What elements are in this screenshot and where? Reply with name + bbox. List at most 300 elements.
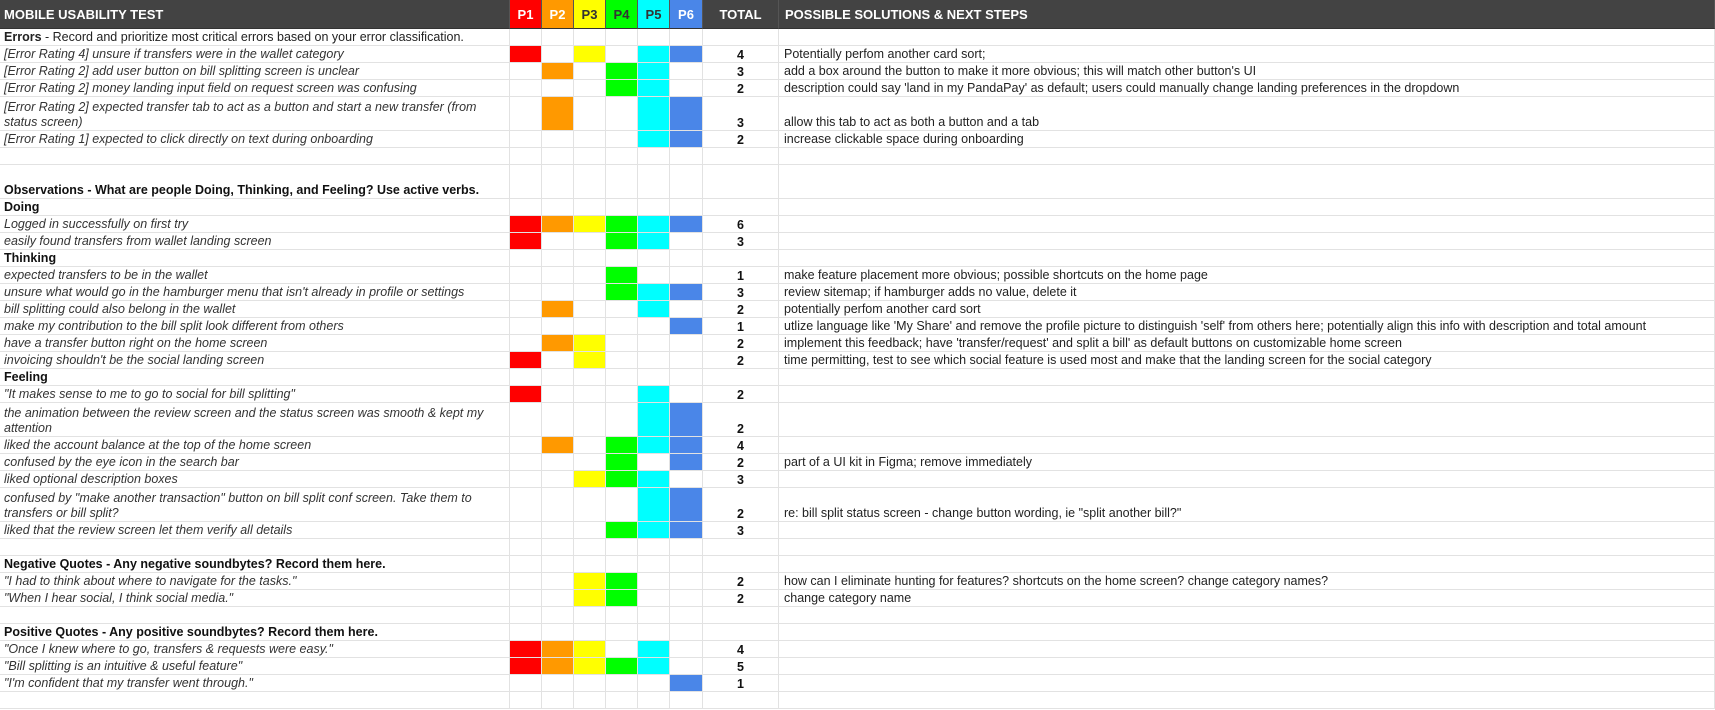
p1-cell[interactable]	[510, 522, 542, 539]
p2-cell[interactable]	[542, 250, 574, 267]
p1-cell[interactable]	[510, 250, 542, 267]
row-label-cell[interactable]	[0, 369, 510, 386]
row-label-cell[interactable]	[0, 607, 510, 624]
p6-cell[interactable]	[670, 216, 703, 233]
p4-cell[interactable]	[606, 250, 638, 267]
p4-cell[interactable]	[606, 216, 638, 233]
row-label-cell[interactable]	[0, 675, 510, 692]
p4-cell[interactable]	[606, 471, 638, 488]
p2-cell[interactable]	[542, 607, 574, 624]
p3-cell[interactable]	[574, 369, 606, 386]
p1-cell[interactable]	[510, 675, 542, 692]
p6-cell[interactable]	[670, 641, 703, 658]
p1-cell[interactable]	[510, 148, 542, 165]
p2-cell[interactable]	[542, 318, 574, 335]
p2-cell[interactable]	[542, 46, 574, 63]
solution-cell[interactable]	[779, 692, 1715, 709]
p3-cell[interactable]	[574, 522, 606, 539]
p2-cell[interactable]	[542, 624, 574, 641]
p4-cell[interactable]	[606, 624, 638, 641]
p5-cell[interactable]	[638, 369, 670, 386]
row-label-cell[interactable]	[0, 335, 510, 352]
p2-cell[interactable]	[542, 131, 574, 148]
solution-cell[interactable]: part of a UI kit in Figma; remove immediately	[779, 454, 1715, 471]
p5-cell[interactable]	[638, 97, 670, 131]
solution-cell[interactable]	[779, 675, 1715, 692]
p4-cell[interactable]	[606, 301, 638, 318]
total-cell[interactable]	[703, 369, 779, 386]
row-label-cell[interactable]	[0, 131, 510, 148]
p2-cell[interactable]	[542, 454, 574, 471]
p5-cell[interactable]	[638, 471, 670, 488]
solution-cell[interactable]	[779, 624, 1715, 641]
p2-cell[interactable]	[542, 284, 574, 301]
p3-cell[interactable]	[574, 573, 606, 590]
total-cell[interactable]	[703, 165, 779, 199]
row-label-cell[interactable]	[0, 522, 510, 539]
p3-cell[interactable]	[574, 386, 606, 403]
row-label-cell[interactable]	[0, 590, 510, 607]
total-cell[interactable]	[703, 148, 779, 165]
total-cell[interactable]: 3	[703, 233, 779, 250]
p2-cell[interactable]	[542, 216, 574, 233]
p4-cell[interactable]	[606, 522, 638, 539]
row-label-cell[interactable]	[0, 301, 510, 318]
total-cell[interactable]: 1	[703, 267, 779, 284]
row-label-cell[interactable]	[0, 165, 510, 199]
total-cell[interactable]: 2	[703, 403, 779, 437]
p5-cell[interactable]	[638, 522, 670, 539]
p4-cell[interactable]	[606, 63, 638, 80]
p2-cell[interactable]	[542, 590, 574, 607]
p3-cell[interactable]	[574, 80, 606, 97]
p4-cell[interactable]	[606, 199, 638, 216]
p2-cell[interactable]	[542, 471, 574, 488]
row-label-cell[interactable]	[0, 437, 510, 454]
p4-cell[interactable]	[606, 46, 638, 63]
p5-cell[interactable]	[638, 199, 670, 216]
p6-cell[interactable]	[670, 165, 703, 199]
row-label-cell[interactable]	[0, 471, 510, 488]
solution-cell[interactable]: implement this feedback; have 'transfer/request' and split a bill' as default buttons on customizable home screen	[779, 335, 1715, 352]
p2-cell[interactable]	[542, 352, 574, 369]
p3-cell[interactable]	[574, 335, 606, 352]
p1-cell[interactable]	[510, 454, 542, 471]
p4-cell[interactable]	[606, 386, 638, 403]
total-cell[interactable]	[703, 607, 779, 624]
p5-cell[interactable]	[638, 539, 670, 556]
p2-cell[interactable]	[542, 301, 574, 318]
solution-cell[interactable]: allow this tab to act as both a button and a tab	[779, 97, 1715, 131]
total-cell[interactable]: 3	[703, 471, 779, 488]
header-p5[interactable]: P5	[638, 0, 670, 29]
p6-cell[interactable]	[670, 284, 703, 301]
p1-cell[interactable]	[510, 97, 542, 131]
p2-cell[interactable]	[542, 386, 574, 403]
solution-cell[interactable]	[779, 199, 1715, 216]
solution-cell[interactable]	[779, 403, 1715, 437]
p5-cell[interactable]	[638, 335, 670, 352]
p4-cell[interactable]	[606, 369, 638, 386]
p4-cell[interactable]	[606, 318, 638, 335]
header-p1[interactable]: P1	[510, 0, 542, 29]
p4-cell[interactable]	[606, 607, 638, 624]
p6-cell[interactable]	[670, 488, 703, 522]
total-cell[interactable]: 1	[703, 318, 779, 335]
p5-cell[interactable]	[638, 46, 670, 63]
p6-cell[interactable]	[670, 471, 703, 488]
row-label-cell[interactable]	[0, 539, 510, 556]
total-cell[interactable]: 2	[703, 590, 779, 607]
row-label-cell[interactable]	[0, 199, 510, 216]
p6-cell[interactable]	[670, 624, 703, 641]
p1-cell[interactable]	[510, 46, 542, 63]
p3-cell[interactable]	[574, 607, 606, 624]
p1-cell[interactable]	[510, 590, 542, 607]
p6-cell[interactable]	[670, 267, 703, 284]
row-label-cell[interactable]	[0, 692, 510, 709]
p2-cell[interactable]	[542, 488, 574, 522]
row-label-cell[interactable]	[0, 233, 510, 250]
solution-cell[interactable]	[779, 386, 1715, 403]
p4-cell[interactable]	[606, 352, 638, 369]
p5-cell[interactable]	[638, 29, 670, 46]
row-label-cell[interactable]	[0, 46, 510, 63]
row-label-cell[interactable]	[0, 386, 510, 403]
p5-cell[interactable]	[638, 216, 670, 233]
p3-cell[interactable]	[574, 284, 606, 301]
solution-cell[interactable]: description could say 'land in my PandaPay' as default; users could manually change landing preferences in the dropdown	[779, 80, 1715, 97]
p6-cell[interactable]	[670, 556, 703, 573]
total-cell[interactable]	[703, 29, 779, 46]
p5-cell[interactable]	[638, 624, 670, 641]
p6-cell[interactable]	[670, 335, 703, 352]
p3-cell[interactable]	[574, 471, 606, 488]
solution-cell[interactable]	[779, 471, 1715, 488]
p1-cell[interactable]	[510, 267, 542, 284]
solution-cell[interactable]	[779, 29, 1715, 46]
total-cell[interactable]	[703, 556, 779, 573]
p5-cell[interactable]	[638, 607, 670, 624]
p2-cell[interactable]	[542, 233, 574, 250]
total-cell[interactable]: 2	[703, 131, 779, 148]
p3-cell[interactable]	[574, 165, 606, 199]
p3-cell[interactable]	[574, 46, 606, 63]
p1-cell[interactable]	[510, 573, 542, 590]
total-cell[interactable]: 2	[703, 454, 779, 471]
p6-cell[interactable]	[670, 403, 703, 437]
p4-cell[interactable]	[606, 488, 638, 522]
total-cell[interactable]	[703, 692, 779, 709]
total-cell[interactable]	[703, 199, 779, 216]
p4-cell[interactable]	[606, 539, 638, 556]
solution-cell[interactable]	[779, 556, 1715, 573]
p4-cell[interactable]	[606, 131, 638, 148]
p1-cell[interactable]	[510, 437, 542, 454]
solution-cell[interactable]: make feature placement more obvious; possible shortcuts on the home page	[779, 267, 1715, 284]
p1-cell[interactable]	[510, 607, 542, 624]
p1-cell[interactable]	[510, 318, 542, 335]
p3-cell[interactable]	[574, 624, 606, 641]
solution-cell[interactable]	[779, 539, 1715, 556]
p6-cell[interactable]	[670, 80, 703, 97]
p5-cell[interactable]	[638, 488, 670, 522]
solution-cell[interactable]	[779, 658, 1715, 675]
p4-cell[interactable]	[606, 403, 638, 437]
solution-cell[interactable]	[779, 165, 1715, 199]
p6-cell[interactable]	[670, 590, 703, 607]
p1-cell[interactable]	[510, 386, 542, 403]
total-cell[interactable]: 1	[703, 675, 779, 692]
solution-cell[interactable]	[779, 607, 1715, 624]
p5-cell[interactable]	[638, 165, 670, 199]
p1-cell[interactable]	[510, 165, 542, 199]
total-cell[interactable]: 2	[703, 301, 779, 318]
total-cell[interactable]: 2	[703, 352, 779, 369]
p2-cell[interactable]	[542, 267, 574, 284]
p3-cell[interactable]	[574, 641, 606, 658]
row-label-cell[interactable]	[0, 658, 510, 675]
p6-cell[interactable]	[670, 250, 703, 267]
total-cell[interactable]	[703, 624, 779, 641]
p5-cell[interactable]	[638, 267, 670, 284]
row-label-cell[interactable]	[0, 250, 510, 267]
p4-cell[interactable]	[606, 29, 638, 46]
p5-cell[interactable]	[638, 301, 670, 318]
p5-cell[interactable]	[638, 437, 670, 454]
solution-cell[interactable]	[779, 216, 1715, 233]
p4-cell[interactable]	[606, 233, 638, 250]
header-total[interactable]: TOTAL	[703, 0, 779, 29]
solution-cell[interactable]: time permitting, test to see which social feature is used most and make that the landing screen for the social category	[779, 352, 1715, 369]
row-label-cell[interactable]	[0, 454, 510, 471]
header-p4[interactable]: P4	[606, 0, 638, 29]
p5-cell[interactable]	[638, 318, 670, 335]
p4-cell[interactable]	[606, 590, 638, 607]
p1-cell[interactable]	[510, 233, 542, 250]
p2-cell[interactable]	[542, 63, 574, 80]
p1-cell[interactable]	[510, 284, 542, 301]
p5-cell[interactable]	[638, 403, 670, 437]
p4-cell[interactable]	[606, 80, 638, 97]
p2-cell[interactable]	[542, 335, 574, 352]
p2-cell[interactable]	[542, 692, 574, 709]
header-solutions[interactable]: POSSIBLE SOLUTIONS & NEXT STEPS	[779, 0, 1715, 29]
p3-cell[interactable]	[574, 318, 606, 335]
p1-cell[interactable]	[510, 488, 542, 522]
p6-cell[interactable]	[670, 46, 703, 63]
p2-cell[interactable]	[542, 148, 574, 165]
p2-cell[interactable]	[542, 97, 574, 131]
solution-cell[interactable]	[779, 437, 1715, 454]
p4-cell[interactable]	[606, 267, 638, 284]
p6-cell[interactable]	[670, 573, 703, 590]
p5-cell[interactable]	[638, 573, 670, 590]
p6-cell[interactable]	[670, 97, 703, 131]
p6-cell[interactable]	[670, 386, 703, 403]
p1-cell[interactable]	[510, 624, 542, 641]
p6-cell[interactable]	[670, 539, 703, 556]
p4-cell[interactable]	[606, 335, 638, 352]
total-cell[interactable]: 3	[703, 522, 779, 539]
p4-cell[interactable]	[606, 148, 638, 165]
p2-cell[interactable]	[542, 522, 574, 539]
p1-cell[interactable]	[510, 352, 542, 369]
p1-cell[interactable]	[510, 199, 542, 216]
total-cell[interactable]: 5	[703, 658, 779, 675]
solution-cell[interactable]	[779, 148, 1715, 165]
row-label-cell[interactable]	[0, 624, 510, 641]
p5-cell[interactable]	[638, 352, 670, 369]
p4-cell[interactable]	[606, 658, 638, 675]
p6-cell[interactable]	[670, 301, 703, 318]
p6-cell[interactable]	[670, 199, 703, 216]
p3-cell[interactable]	[574, 250, 606, 267]
p1-cell[interactable]	[510, 641, 542, 658]
p6-cell[interactable]	[670, 658, 703, 675]
total-cell[interactable]: 2	[703, 386, 779, 403]
p6-cell[interactable]	[670, 131, 703, 148]
p5-cell[interactable]	[638, 63, 670, 80]
p4-cell[interactable]	[606, 692, 638, 709]
solution-cell[interactable]: review sitemap; if hamburger adds no value, delete it	[779, 284, 1715, 301]
p1-cell[interactable]	[510, 29, 542, 46]
total-cell[interactable]: 4	[703, 437, 779, 454]
p6-cell[interactable]	[670, 522, 703, 539]
p6-cell[interactable]	[670, 675, 703, 692]
p3-cell[interactable]	[574, 148, 606, 165]
p6-cell[interactable]	[670, 437, 703, 454]
p1-cell[interactable]	[510, 131, 542, 148]
p5-cell[interactable]	[638, 233, 670, 250]
p5-cell[interactable]	[638, 284, 670, 301]
header-p3[interactable]: P3	[574, 0, 606, 29]
p3-cell[interactable]	[574, 97, 606, 131]
p3-cell[interactable]	[574, 692, 606, 709]
p5-cell[interactable]	[638, 590, 670, 607]
p6-cell[interactable]	[670, 29, 703, 46]
p3-cell[interactable]	[574, 29, 606, 46]
total-cell[interactable]: 2	[703, 80, 779, 97]
p3-cell[interactable]	[574, 63, 606, 80]
p1-cell[interactable]	[510, 692, 542, 709]
total-cell[interactable]	[703, 250, 779, 267]
p6-cell[interactable]	[670, 352, 703, 369]
p5-cell[interactable]	[638, 250, 670, 267]
p3-cell[interactable]	[574, 403, 606, 437]
p5-cell[interactable]	[638, 80, 670, 97]
p2-cell[interactable]	[542, 437, 574, 454]
p4-cell[interactable]	[606, 573, 638, 590]
row-label-cell[interactable]	[0, 148, 510, 165]
p3-cell[interactable]	[574, 675, 606, 692]
p2-cell[interactable]	[542, 675, 574, 692]
p2-cell[interactable]	[542, 199, 574, 216]
total-cell[interactable]	[703, 539, 779, 556]
row-label-cell[interactable]	[0, 97, 510, 131]
p5-cell[interactable]	[638, 386, 670, 403]
p3-cell[interactable]	[574, 556, 606, 573]
p2-cell[interactable]	[542, 369, 574, 386]
row-label-cell[interactable]	[0, 216, 510, 233]
p1-cell[interactable]	[510, 80, 542, 97]
p1-cell[interactable]	[510, 301, 542, 318]
p5-cell[interactable]	[638, 658, 670, 675]
row-label-cell[interactable]	[0, 267, 510, 284]
p1-cell[interactable]	[510, 539, 542, 556]
p6-cell[interactable]	[670, 233, 703, 250]
p2-cell[interactable]	[542, 403, 574, 437]
p1-cell[interactable]	[510, 658, 542, 675]
p4-cell[interactable]	[606, 284, 638, 301]
solution-cell[interactable]	[779, 641, 1715, 658]
p6-cell[interactable]	[670, 148, 703, 165]
p3-cell[interactable]	[574, 233, 606, 250]
total-cell[interactable]: 2	[703, 573, 779, 590]
p2-cell[interactable]	[542, 573, 574, 590]
p3-cell[interactable]	[574, 131, 606, 148]
p1-cell[interactable]	[510, 63, 542, 80]
solution-cell[interactable]: increase clickable space during onboarding	[779, 131, 1715, 148]
row-label-cell[interactable]	[0, 318, 510, 335]
solution-cell[interactable]: potentially perfom another card sort	[779, 301, 1715, 318]
p6-cell[interactable]	[670, 63, 703, 80]
p5-cell[interactable]	[638, 454, 670, 471]
row-label-cell[interactable]	[0, 573, 510, 590]
solution-cell[interactable]	[779, 233, 1715, 250]
header-title[interactable]: MOBILE USABILITY TEST	[0, 0, 510, 29]
row-label-cell[interactable]	[0, 63, 510, 80]
solution-cell[interactable]: how can I eliminate hunting for features? shortcuts on the home screen? change category names?	[779, 573, 1715, 590]
p3-cell[interactable]	[574, 454, 606, 471]
total-cell[interactable]: 4	[703, 46, 779, 63]
p3-cell[interactable]	[574, 437, 606, 454]
solution-cell[interactable]: re: bill split status screen - change button wording, ie "split another bill?"	[779, 488, 1715, 522]
p4-cell[interactable]	[606, 675, 638, 692]
row-label-cell[interactable]	[0, 80, 510, 97]
p2-cell[interactable]	[542, 658, 574, 675]
p3-cell[interactable]	[574, 539, 606, 556]
p3-cell[interactable]	[574, 267, 606, 284]
total-cell[interactable]: 2	[703, 488, 779, 522]
p6-cell[interactable]	[670, 369, 703, 386]
header-p6[interactable]: P6	[670, 0, 703, 29]
total-cell[interactable]: 3	[703, 63, 779, 80]
p4-cell[interactable]	[606, 165, 638, 199]
p6-cell[interactable]	[670, 692, 703, 709]
p4-cell[interactable]	[606, 556, 638, 573]
row-label-cell[interactable]	[0, 403, 510, 437]
p2-cell[interactable]	[542, 29, 574, 46]
row-label-cell[interactable]	[0, 284, 510, 301]
p2-cell[interactable]	[542, 165, 574, 199]
total-cell[interactable]: 2	[703, 335, 779, 352]
p6-cell[interactable]	[670, 454, 703, 471]
header-p2[interactable]: P2	[542, 0, 574, 29]
p5-cell[interactable]	[638, 131, 670, 148]
total-cell[interactable]: 3	[703, 97, 779, 131]
p3-cell[interactable]	[574, 658, 606, 675]
solution-cell[interactable]	[779, 250, 1715, 267]
p5-cell[interactable]	[638, 641, 670, 658]
p2-cell[interactable]	[542, 539, 574, 556]
solution-cell[interactable]: change category name	[779, 590, 1715, 607]
p5-cell[interactable]	[638, 556, 670, 573]
p1-cell[interactable]	[510, 403, 542, 437]
solution-cell[interactable]: utlize language like 'My Share' and remove the profile picture to distinguish 'self' from others here; potentially align this info with description and total amount	[779, 318, 1715, 335]
p1-cell[interactable]	[510, 556, 542, 573]
p5-cell[interactable]	[638, 675, 670, 692]
